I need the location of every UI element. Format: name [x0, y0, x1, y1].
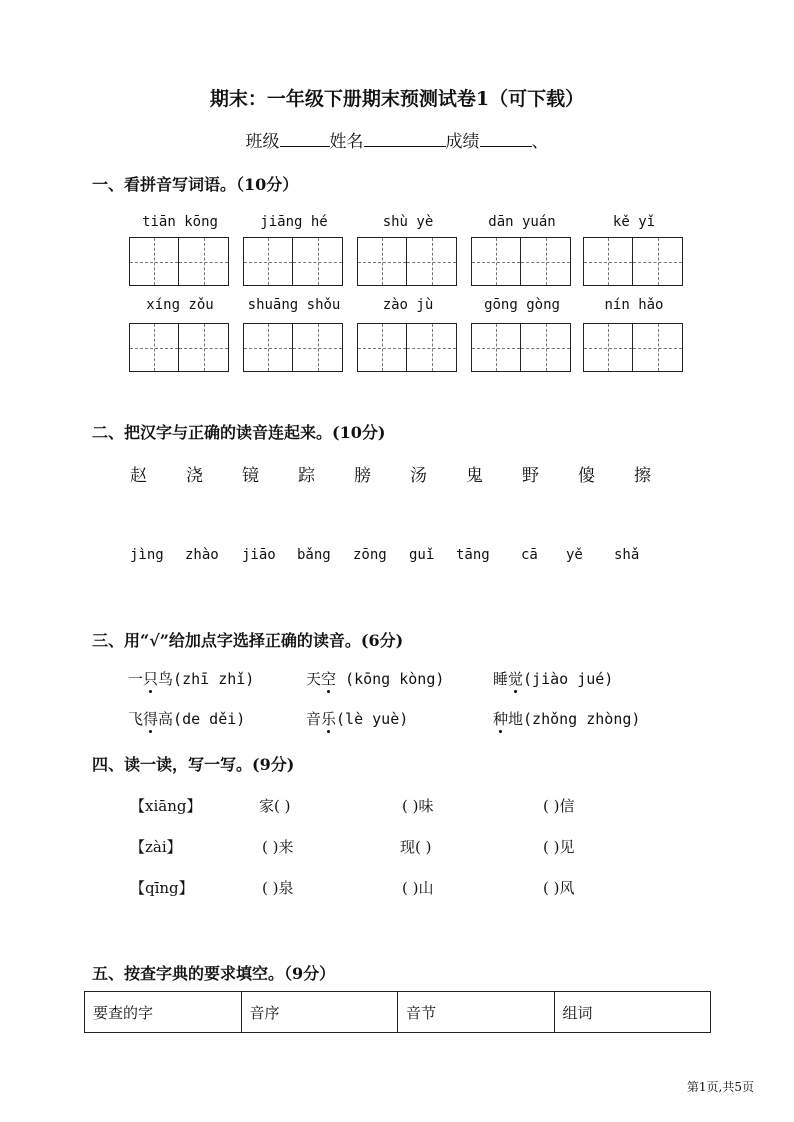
- pinyin-group-label: 【zài】: [130, 838, 182, 856]
- reading-options: (zhī zhǐ): [173, 670, 255, 688]
- score-blank[interactable]: [480, 130, 532, 147]
- pinyin-option: cā: [521, 547, 538, 563]
- writing-grid[interactable]: [129, 323, 229, 372]
- pinyin-label: dān yuán: [488, 214, 556, 230]
- hanzi-char: 擦: [634, 466, 651, 486]
- hanzi-char: 野: [522, 466, 539, 486]
- page-number: 第1页,共5页: [686, 1080, 754, 1094]
- pinyin-label: shuāng shǒu: [247, 297, 341, 313]
- pinyin-group-label: 【xiāng】: [130, 797, 202, 815]
- section1-heading: 一、看拼音写词语。（10分）: [92, 175, 299, 194]
- section2-heading: 二、把汉字与正确的读音连起来。(10分): [92, 423, 386, 442]
- fill-blank[interactable]: ( )信: [543, 797, 575, 815]
- dotted-char: 种: [493, 710, 509, 728]
- pinyin-label: nín hǎo: [604, 297, 664, 313]
- item-text: 睡: [493, 670, 509, 688]
- dotted-char: 只: [143, 670, 159, 688]
- writing-grid[interactable]: [471, 237, 571, 286]
- writing-grid[interactable]: [243, 323, 343, 372]
- item-text: 一: [128, 670, 144, 688]
- item-text: 高: [158, 710, 174, 728]
- table-header-cell: 要查的字: [85, 992, 242, 1033]
- pinyin-group-label: 【qīng】: [130, 879, 194, 897]
- hanzi-char: 汤: [410, 466, 427, 486]
- dotted-char: 得: [143, 710, 159, 728]
- fill-blank[interactable]: 家( ): [259, 797, 291, 815]
- pinyin-option: guǐ: [409, 547, 435, 563]
- writing-grid[interactable]: [583, 237, 683, 286]
- reading-item[interactable]: [128, 668, 254, 689]
- hanzi-char: 鬼: [466, 466, 483, 486]
- student-info-line: [0, 127, 794, 152]
- hanzi-char: 傻: [578, 466, 595, 486]
- reading-item[interactable]: [306, 668, 444, 689]
- writing-grid[interactable]: [129, 237, 229, 286]
- reading-item[interactable]: [128, 708, 245, 729]
- pinyin-option: zōng: [353, 547, 387, 563]
- fill-blank[interactable]: ( )来: [262, 838, 294, 856]
- fill-blank[interactable]: ( )泉: [262, 879, 294, 897]
- reading-item[interactable]: [306, 708, 408, 729]
- reading-options: (zhǒng zhòng): [523, 710, 641, 728]
- fill-blank[interactable]: 现( ): [400, 838, 432, 856]
- reading-options: (jiào jué): [523, 670, 614, 688]
- dictionary-table: [84, 991, 711, 1033]
- hanzi-char: 浇: [186, 466, 203, 486]
- fill-blank[interactable]: ( )味: [402, 797, 434, 815]
- class-label: 班级: [245, 132, 280, 152]
- reading-options: (kōng kòng): [336, 670, 445, 688]
- writing-grid[interactable]: [471, 323, 571, 372]
- writing-grid[interactable]: [243, 237, 343, 286]
- pinyin-label: shù yè: [382, 214, 434, 230]
- hanzi-char: 膀: [354, 466, 371, 486]
- hanzi-char: 赵: [130, 466, 147, 486]
- fill-blank[interactable]: ( )见: [543, 838, 575, 856]
- section4-heading: 四、读一读，写一写。(9分): [92, 755, 295, 774]
- table-header-cell: 音序: [241, 992, 398, 1033]
- reading-item[interactable]: [493, 708, 640, 729]
- pinyin-option: yě: [566, 547, 583, 563]
- table-header-cell: 组词: [554, 992, 711, 1033]
- pinyin-option: bǎng: [297, 547, 331, 563]
- pinyin-label: kě yǐ: [612, 214, 656, 230]
- writing-grid[interactable]: [357, 323, 457, 372]
- class-blank[interactable]: [280, 130, 330, 147]
- table-header-cell: 音节: [398, 992, 555, 1033]
- pinyin-label: zào jù: [382, 297, 434, 313]
- hanzi-char: 镜: [242, 466, 259, 486]
- pinyin-option: zhào: [185, 547, 219, 563]
- reading-options: (lè yuè): [336, 710, 409, 728]
- info-trail: 、: [531, 132, 549, 152]
- name-label: 姓名: [329, 132, 364, 152]
- pinyin-label: jiāng hé: [260, 214, 328, 230]
- pinyin-label: xíng zǒu: [146, 297, 214, 313]
- item-text: 天: [306, 670, 322, 688]
- page-title: 期末：一年级下册期末预测试卷1（可下载）: [209, 88, 585, 110]
- writing-grid[interactable]: [583, 323, 683, 372]
- item-text: 鸟: [158, 670, 174, 688]
- dotted-char: 空: [321, 670, 337, 688]
- fill-blank[interactable]: ( )风: [543, 879, 575, 897]
- item-text: 地: [508, 710, 524, 728]
- section3-heading: 三、用“√”给加点字选择正确的读音。(6分): [92, 631, 404, 650]
- table-row: [85, 992, 711, 1033]
- hanzi-char: 踪: [298, 466, 315, 486]
- writing-grid[interactable]: [357, 237, 457, 286]
- reading-item[interactable]: [493, 668, 613, 689]
- dotted-char: 乐: [321, 710, 337, 728]
- pinyin-label: tiān kōng: [142, 214, 218, 230]
- pinyin-option: jìng: [130, 547, 164, 563]
- pinyin-label: gōng gòng: [484, 297, 560, 313]
- reading-options: (de děi): [173, 710, 246, 728]
- pinyin-option: jiāo: [242, 547, 276, 563]
- section5-heading: 五、按查字典的要求填空。（9分）: [92, 964, 336, 983]
- pinyin-option: shǎ: [614, 547, 640, 563]
- score-label: 成绩: [445, 132, 480, 152]
- name-blank[interactable]: [364, 130, 446, 147]
- pinyin-option: tāng: [456, 547, 490, 563]
- fill-blank[interactable]: ( )山: [402, 879, 434, 897]
- item-text: 飞: [128, 710, 144, 728]
- item-text: 音: [306, 710, 322, 728]
- dotted-char: 觉: [508, 670, 524, 688]
